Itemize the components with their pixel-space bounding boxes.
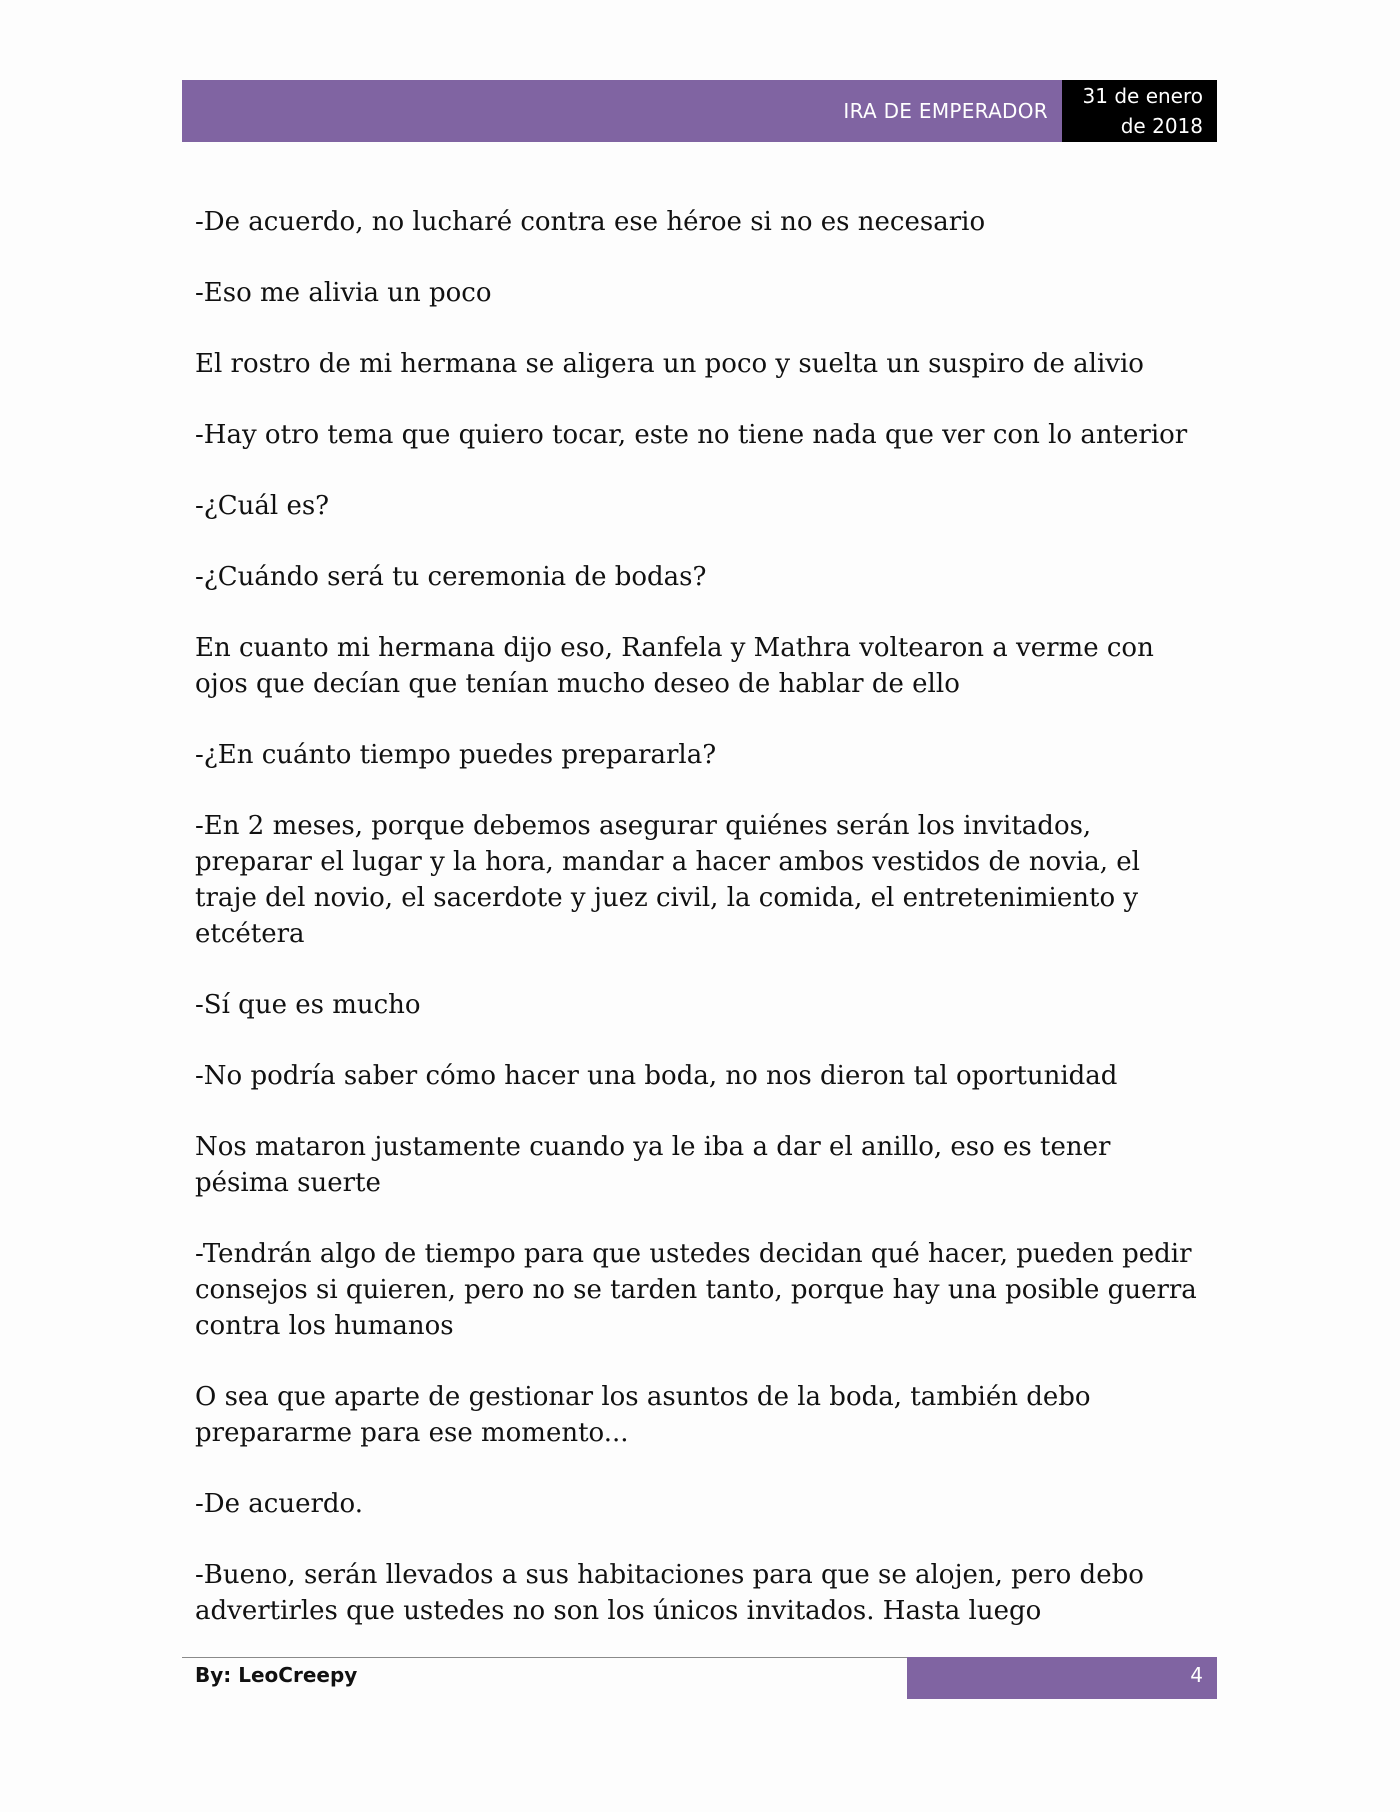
paragraph: -No podría saber cómo hacer una boda, no nos dieron tal oportunidad <box>195 1061 1118 1091</box>
footer-author: By: LeoCreepy <box>195 1663 358 1687</box>
body-text <box>195 204 1205 1664</box>
paragraph: En cuanto mi hermana dijo eso, Ranfela y Mathra voltearon a verme con ojos que decían que tenían mucho deseo de hablar de ello <box>195 633 1154 699</box>
paragraph: -Tendrán algo de tiempo para que ustedes decidan qué hacer, pueden pedir consejos si quieren, pero no se tarden tanto, porque hay una posible guerra contra los humanos <box>195 1239 1197 1341</box>
footer-divider <box>182 1657 907 1658</box>
paragraph: O sea que aparte de gestionar los asuntos de la boda, también debo prepararme para ese momento... <box>195 1382 1091 1448</box>
header-bar <box>182 80 1062 142</box>
paragraph: -¿Cuál es? <box>195 491 330 521</box>
paragraph: -Bueno, serán llevados a sus habitaciones para que se alojen, pero debo advertirles que ustedes no son los únicos invitados. Hasta luego <box>195 1560 1144 1626</box>
paragraph: Nos mataron justamente cuando ya le iba a dar el anillo, eso es tener pésima suerte <box>195 1132 1111 1198</box>
header-title: IRA DE EMPERADOR <box>843 99 1048 123</box>
header-date-line-1: 31 de enero <box>1082 84 1203 108</box>
paragraph: El rostro de mi hermana se aligera un poco y suelta un suspiro de alivio <box>195 349 1144 379</box>
page-number: 4 <box>1190 1663 1203 1687</box>
paragraph: -Eso me alivia un poco <box>195 278 492 308</box>
paragraph: -Hay otro tema que quiero tocar, este no tiene nada que ver con lo anterior <box>195 420 1188 450</box>
paragraph: -En 2 meses, porque debemos asegurar quiénes serán los invitados, preparar el lugar y la hora, mandar a hacer ambos vestidos de novia, el traje del novio, el sacerdote y juez civil, la comida, el entretenimiento y etcétera <box>195 811 1140 949</box>
header-date <box>1062 80 1217 142</box>
footer-bar <box>907 1657 1217 1699</box>
paragraph: -Sí que es mucho <box>195 990 421 1020</box>
paragraph: -¿En cuánto tiempo puedes prepararla? <box>195 740 717 770</box>
paragraph: -De acuerdo. <box>195 1489 364 1519</box>
paragraph: -¿Cuándo será tu ceremonia de bodas? <box>195 562 707 592</box>
paragraph: -De acuerdo, no lucharé contra ese héroe si no es necesario <box>195 207 986 237</box>
header-date-line-2: de 2018 <box>1120 114 1203 138</box>
